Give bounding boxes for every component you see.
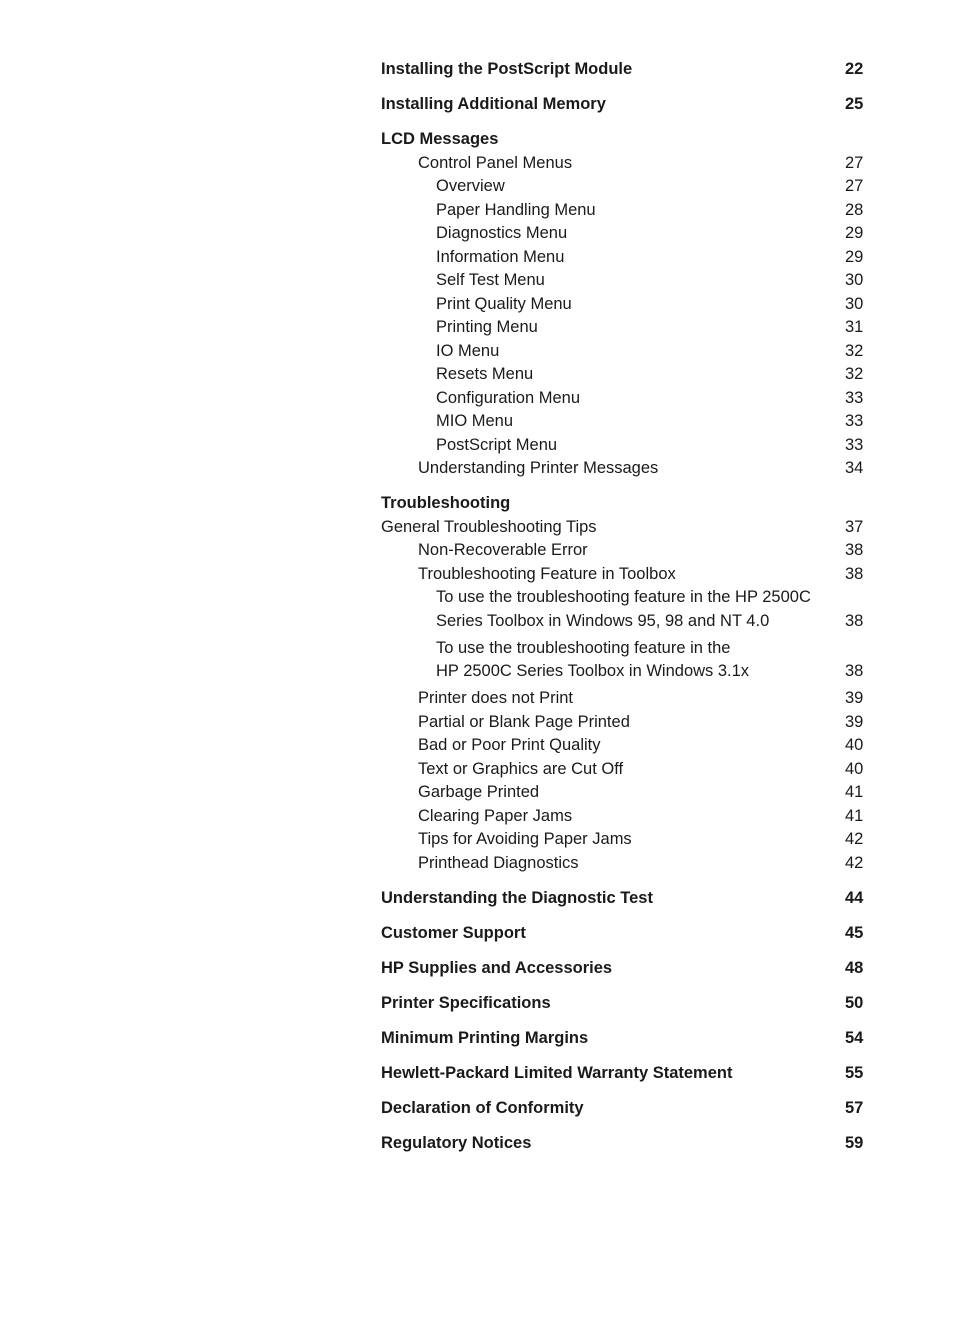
toc-entry-page: 38 <box>845 564 864 583</box>
toc-entry-page: 37 <box>845 517 864 536</box>
toc-entry-title: IO Menu <box>436 341 500 360</box>
toc-entry[interactable] <box>381 58 869 82</box>
toc-entry-title: Customer Support <box>381 923 526 942</box>
toc-entry[interactable] <box>381 637 869 684</box>
toc-entry-title: Non-Recoverable Error <box>418 541 588 559</box>
toc-entry[interactable] <box>381 269 869 293</box>
toc-entry-title: Resets Menu <box>436 365 534 383</box>
toc-entry-title: Print Quality Menu <box>436 294 572 313</box>
toc-entry-title: Troubleshooting <box>381 494 511 512</box>
toc-entry-page: 45 <box>845 923 864 942</box>
toc-entry-page: 39 <box>845 689 864 707</box>
toc-entry-title: Control Panel Menus <box>418 153 573 172</box>
toc-entry-page: 54 <box>845 1028 864 1047</box>
toc-entry[interactable] <box>381 992 869 1016</box>
toc-entry-page: 32 <box>845 341 864 360</box>
toc-entry[interactable] <box>381 175 869 199</box>
toc-entry-title: To use the troubleshooting feature in the HP 2500C Series Toolbox in Windows 95, 98 and NT 4.0 <box>436 588 811 630</box>
toc-entry-page: 34 <box>845 459 864 477</box>
toc-entry-page: 27 <box>845 177 864 195</box>
toc-entry-page: 31 <box>845 318 864 336</box>
toc-entry-page: 57 <box>845 1098 864 1117</box>
toc-entry-title: Overview <box>436 177 505 195</box>
toc-entry-page: 22 <box>845 60 864 78</box>
toc-entry-title: Configuration Menu <box>436 388 581 407</box>
toc-entry-title: Understanding the Diagnostic Test <box>381 888 653 907</box>
toc-entry[interactable] <box>381 516 869 540</box>
toc-entry[interactable] <box>381 1132 869 1156</box>
toc-section-heading[interactable] <box>381 492 869 516</box>
toc-entry-page: 30 <box>845 294 864 313</box>
toc-entry-title: Diagnostics Menu <box>436 224 568 242</box>
toc-entry-title: PostScript Menu <box>436 435 558 454</box>
toc-entry[interactable] <box>381 887 869 911</box>
toc-entry-title: Declaration of Conformity <box>381 1098 584 1117</box>
toc-entry-page: 59 <box>845 1133 864 1152</box>
toc-entry[interactable] <box>381 387 869 411</box>
toc-entry-title: Printer does not Print <box>418 689 573 707</box>
toc-entry-page: 33 <box>845 435 864 454</box>
toc-entry[interactable] <box>381 922 869 946</box>
toc-entry[interactable] <box>381 246 869 270</box>
toc-entry-title: HP Supplies and Accessories <box>381 958 613 977</box>
toc-entry-page: 41 <box>845 806 864 825</box>
toc-entry-page: 33 <box>845 412 864 430</box>
toc-entry-page: 55 <box>845 1063 864 1082</box>
toc-entry-page: 27 <box>845 153 864 172</box>
toc-entry-title: Printhead Diagnostics <box>418 853 579 872</box>
toc-entry-page: 44 <box>845 888 864 907</box>
toc-entry-title: Text or Graphics are Cut Off <box>418 759 624 778</box>
toc-entry[interactable] <box>381 1097 869 1121</box>
toc-entry-title: Regulatory Notices <box>381 1133 532 1152</box>
toc-entry-title: General Troubleshooting Tips <box>381 517 597 536</box>
toc-entry-page: 38 <box>845 662 864 680</box>
toc-entry[interactable] <box>381 781 869 805</box>
toc-entry-title: To use the troubleshooting feature in the HP 2500C Series Toolbox in Windows 3.1x <box>436 638 750 680</box>
toc-entry-page: 28 <box>845 200 864 219</box>
toc-entry-title: Installing Additional Memory <box>381 95 606 113</box>
toc-entry-page: 41 <box>845 783 864 801</box>
toc-entry-title: Garbage Printed <box>418 783 540 801</box>
toc-entry-title: Clearing Paper Jams <box>418 806 573 825</box>
toc-entry-title: MIO Menu <box>436 412 514 430</box>
toc-entry-title: Minimum Printing Margins <box>381 1028 589 1047</box>
toc-entry[interactable] <box>381 222 869 246</box>
toc-entry[interactable] <box>381 457 869 481</box>
toc-entry[interactable] <box>381 957 869 981</box>
toc-entry[interactable] <box>381 711 869 735</box>
table-of-contents <box>381 58 869 1155</box>
toc-entry[interactable] <box>381 93 869 117</box>
toc-entry-page: 38 <box>845 611 864 630</box>
toc-entry-title: Information Menu <box>436 247 565 266</box>
toc-entry-page: 25 <box>845 95 864 113</box>
toc-entry[interactable] <box>381 199 869 223</box>
toc-entry-title: Installing the PostScript Module <box>381 60 633 78</box>
toc-entry-title: Printing Menu <box>436 318 538 336</box>
toc-entry-page: 42 <box>845 830 864 848</box>
toc-entry-page: 40 <box>845 736 864 754</box>
toc-entry-page: 29 <box>845 247 864 266</box>
toc-entry[interactable] <box>381 410 869 434</box>
toc-entry-page: 40 <box>845 759 864 778</box>
toc-entry-title: Troubleshooting Feature in Toolbox <box>418 564 676 583</box>
toc-entry-title: Paper Handling Menu <box>436 200 596 219</box>
toc-entry[interactable] <box>381 340 869 364</box>
toc-entry-title: Hewlett-Packard Limited Warranty Statement <box>381 1063 733 1082</box>
toc-entry[interactable] <box>381 434 869 458</box>
toc-entry-title: Tips for Avoiding Paper Jams <box>418 830 632 848</box>
toc-entry-page: 30 <box>845 271 864 289</box>
toc-entry[interactable] <box>381 563 869 587</box>
toc-entry-title: Bad or Poor Print Quality <box>418 736 601 754</box>
toc-entry[interactable] <box>381 758 869 782</box>
toc-entry-page: 39 <box>845 712 864 731</box>
toc-entry[interactable] <box>381 734 869 758</box>
toc-entry-page: 33 <box>845 388 864 407</box>
toc-entry[interactable] <box>381 152 869 176</box>
toc-entry-title: LCD Messages <box>381 130 499 148</box>
toc-entry[interactable] <box>381 586 869 633</box>
toc-entry[interactable] <box>381 687 869 711</box>
toc-entry-page: 29 <box>845 224 864 242</box>
toc-entry[interactable] <box>381 852 869 876</box>
toc-entry[interactable] <box>381 293 869 317</box>
toc-entry-title: Understanding Printer Messages <box>418 459 659 477</box>
toc-entry[interactable] <box>381 828 869 852</box>
toc-entry-page: 42 <box>845 853 864 872</box>
toc-entry-page: 38 <box>845 541 864 559</box>
toc-entry-page: 32 <box>845 365 864 383</box>
toc-entry-title: Partial or Blank Page Printed <box>418 712 630 731</box>
toc-entry-page: 48 <box>845 958 864 977</box>
toc-entry-title: Self Test Menu <box>436 271 545 289</box>
toc-entry[interactable] <box>381 805 869 829</box>
toc-entry[interactable] <box>381 539 869 563</box>
toc-entry[interactable] <box>381 1027 869 1051</box>
toc-entry[interactable] <box>381 363 869 387</box>
toc-entry-page: 50 <box>845 993 864 1012</box>
toc-section-heading[interactable] <box>381 128 869 152</box>
toc-entry[interactable] <box>381 1062 869 1086</box>
toc-entry[interactable] <box>381 316 869 340</box>
toc-entry-title: Printer Specifications <box>381 993 551 1012</box>
